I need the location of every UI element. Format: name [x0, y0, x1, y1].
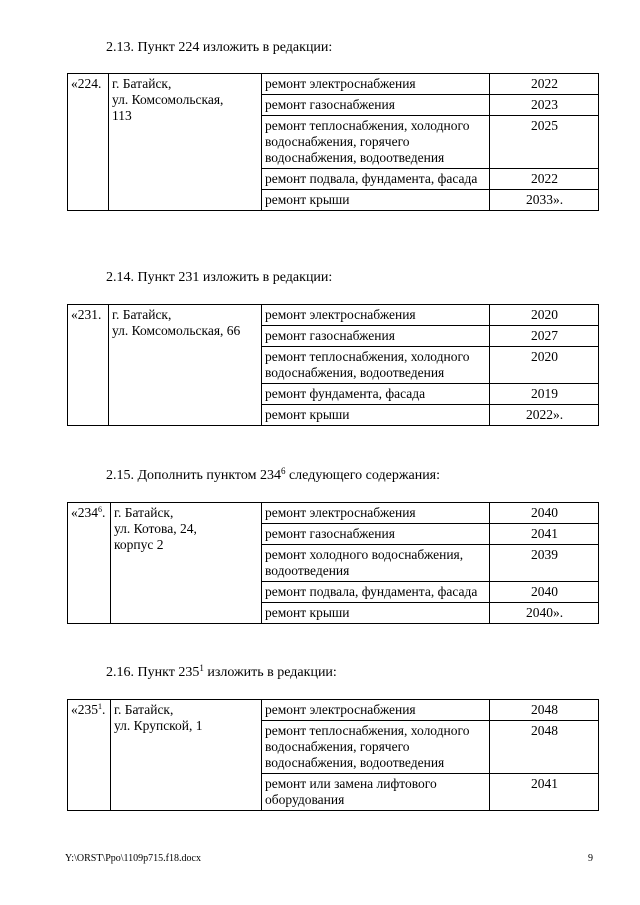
heading-text: 2.16. Пункт 235: [106, 665, 200, 680]
work-year: 2020: [490, 347, 599, 384]
work-type: ремонт теплоснабжения, холодного водоснабжения, горячего водоснабжения, водоотведения: [262, 721, 490, 774]
work-type: ремонт электроснабжения: [262, 305, 490, 326]
item-number: «224.: [68, 74, 109, 211]
work-year: 2040: [490, 503, 599, 524]
work-year: 2033».: [490, 190, 599, 211]
work-year: 2039: [490, 545, 599, 582]
work-year: 2048: [490, 721, 599, 774]
item-address: [111, 700, 262, 811]
work-type: ремонт подвала, фундамента, фасада: [262, 169, 490, 190]
work-year: 2022».: [490, 405, 599, 426]
address-line: г. Батайск,: [114, 505, 174, 520]
address-line: ул. Комсомольская,: [112, 92, 224, 107]
item-address: [109, 74, 262, 211]
number-text: .: [102, 505, 106, 520]
work-type: ремонт подвала, фундамента, фасада: [262, 582, 490, 603]
section-heading-2-16: [106, 665, 337, 681]
address-line: г. Батайск,: [112, 76, 172, 91]
heading-text: изложить в редакции:: [203, 665, 337, 680]
item-number: «231.: [68, 305, 109, 426]
heading-text: 2.15. Дополнить пунктом 234: [106, 468, 281, 483]
work-year: 2027: [490, 326, 599, 347]
section-table-235-1: [67, 699, 599, 811]
work-year: 2040: [490, 582, 599, 603]
item-address: [111, 503, 262, 624]
address-line: г. Батайск,: [114, 702, 174, 717]
address-line: ул. Комсомольская, 66: [112, 323, 241, 338]
work-type: ремонт электроснабжения: [262, 503, 490, 524]
address-line: 113: [112, 108, 132, 123]
work-type: ремонт фундамента, фасада: [262, 384, 490, 405]
work-year: 2023: [490, 95, 599, 116]
number-text: «234: [71, 505, 98, 520]
table-row: [68, 700, 599, 721]
item-number: [68, 503, 111, 624]
section-table-224: [67, 73, 599, 211]
footer-file-path: Y:\ORST\Ppo\1109p715.f18.docx: [65, 853, 201, 864]
table-row: [68, 305, 599, 326]
address-line: корпус 2: [114, 537, 164, 552]
work-year: 2019: [490, 384, 599, 405]
item-address: [109, 305, 262, 426]
work-year: 2022: [490, 169, 599, 190]
address-line: ул. Котова, 24,: [114, 521, 197, 536]
number-text: «235: [71, 702, 98, 717]
work-type: ремонт или замена лифтового оборудования: [262, 774, 490, 811]
work-type: ремонт газоснабжения: [262, 524, 490, 545]
work-type: ремонт газоснабжения: [262, 95, 490, 116]
work-type: ремонт крыши: [262, 405, 490, 426]
address-line: ул. Крупской, 1: [114, 718, 203, 733]
heading-text: следующего содержания:: [285, 468, 441, 483]
work-type: ремонт теплоснабжения, холодного водоснабжения, водоотведения: [262, 347, 490, 384]
work-type: ремонт электроснабжения: [262, 700, 490, 721]
table-row: [68, 503, 599, 524]
heading-superscript: 1: [199, 663, 204, 673]
work-type: ремонт холодного водоснабжения, водоотведения: [262, 545, 490, 582]
work-type: ремонт крыши: [262, 190, 490, 211]
section-table-234-6: [67, 502, 599, 624]
work-type: ремонт электроснабжения: [262, 74, 490, 95]
number-text: .: [102, 702, 106, 717]
work-year: 2048: [490, 700, 599, 721]
table-row: [68, 74, 599, 95]
work-type: ремонт крыши: [262, 603, 490, 624]
work-type: ремонт теплоснабжения, холодного водоснабжения, горячего водоснабжения, водоотведения: [262, 116, 490, 169]
section-table-231: [67, 304, 599, 426]
number-superscript: 6: [98, 505, 102, 514]
section-heading-2-14: 2.14. Пункт 231 изложить в редакции:: [106, 270, 333, 285]
work-year: 2025: [490, 116, 599, 169]
work-year: 2022: [490, 74, 599, 95]
work-year: 2020: [490, 305, 599, 326]
address-line: г. Батайск,: [112, 307, 172, 322]
item-number: [68, 700, 111, 811]
page-number: 9: [588, 853, 593, 864]
work-type: ремонт газоснабжения: [262, 326, 490, 347]
heading-superscript: 6: [280, 466, 286, 476]
work-year: 2040».: [490, 603, 599, 624]
work-year: 2041: [490, 774, 599, 811]
section-heading-2-13: 2.13. Пункт 224 изложить в редакции:: [106, 40, 333, 55]
number-superscript: 1: [98, 702, 102, 711]
work-year: 2041: [490, 524, 599, 545]
section-heading-2-15: [106, 468, 440, 484]
